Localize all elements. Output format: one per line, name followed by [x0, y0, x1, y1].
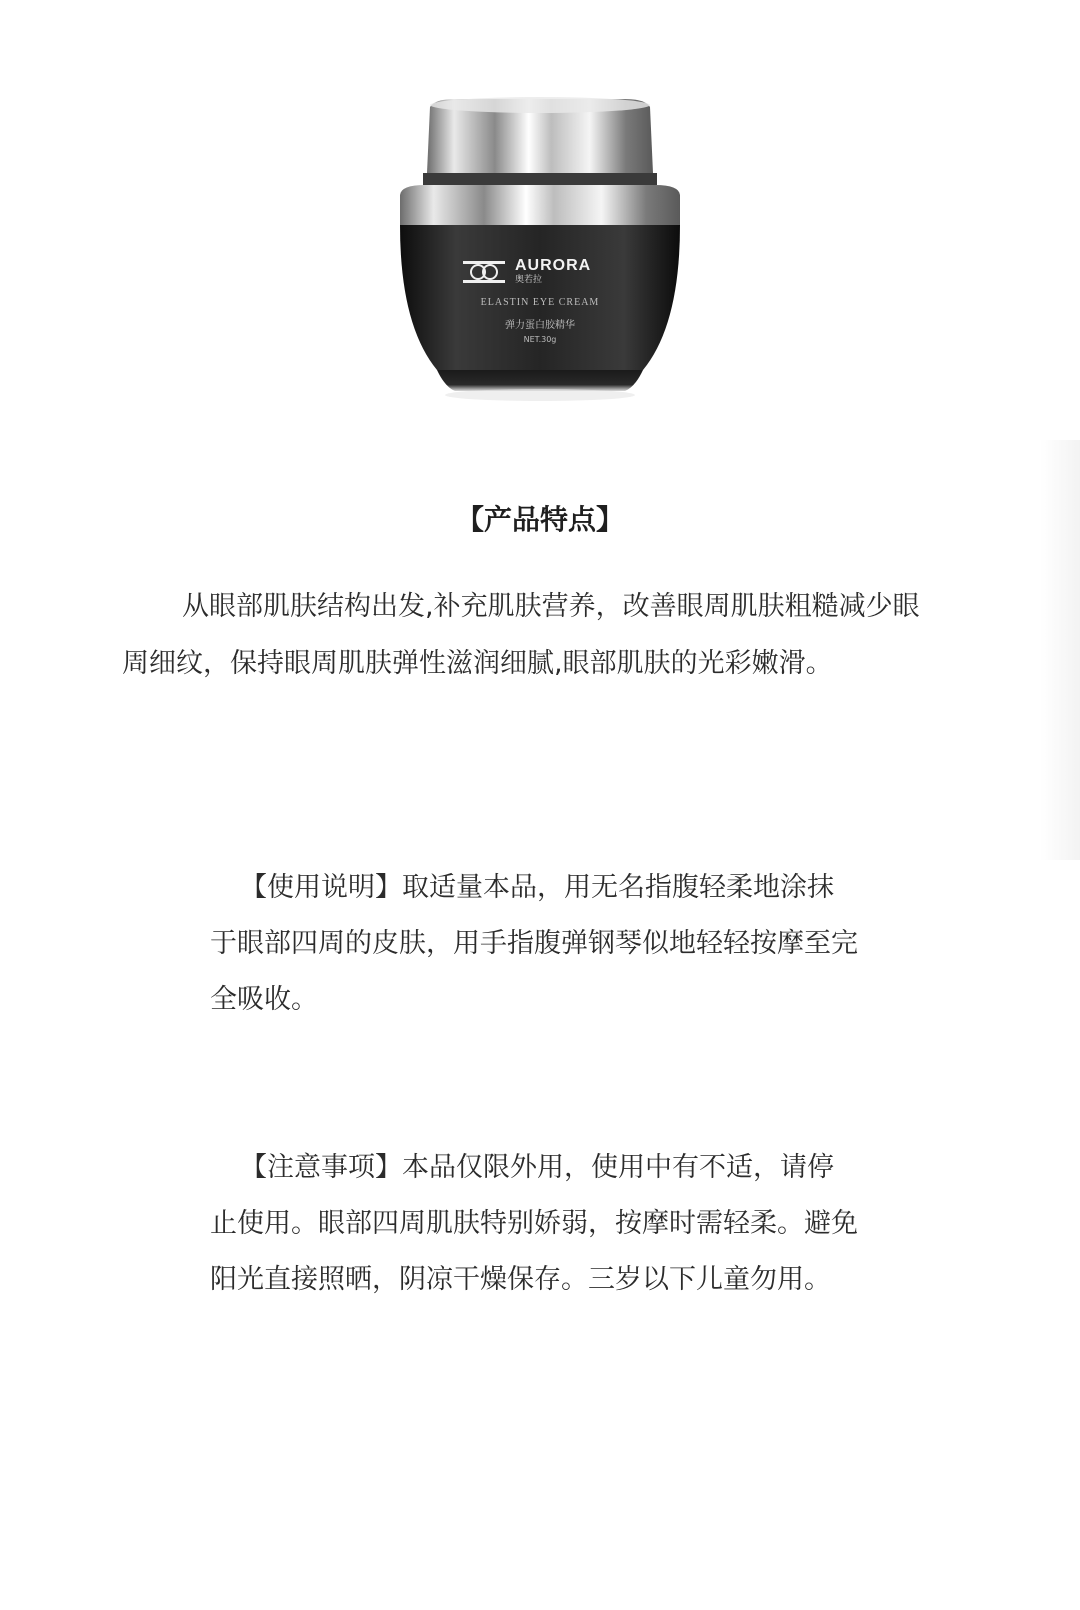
caution-heading: 【注意事项】	[240, 1152, 402, 1183]
brand-name: AURORA	[515, 257, 592, 274]
net-weight: NET.30g	[523, 335, 557, 344]
usage-section	[210, 860, 860, 1028]
usage-heading: 【使用说明】	[240, 872, 402, 903]
product-name-cn: 弹力蛋白胶精华	[505, 320, 575, 331]
product-image	[395, 95, 685, 425]
usage-text: 取适量本品，用无名指腹轻柔地涂抹于眼部四周的皮肤，用手指腹弹钢琴似地轻轻按摩至完全吸收。	[210, 872, 858, 1015]
features-title: 【产品特点】	[455, 503, 624, 536]
jar-label	[395, 95, 685, 425]
caution-section	[210, 1140, 860, 1308]
brand-row	[461, 258, 591, 285]
brand-name-cn: 奥若拉	[515, 275, 543, 285]
features-text: 从眼部肌肤结构出发,补充肌肤营养，改善眼周肌肤粗糙减少眼周细纹，保持眼周肌肤弹性滋润细腻,眼部肌肤的光彩嫩滑。	[122, 591, 920, 679]
caution-text: 本品仅限外用，使用中有不适，请停止使用。眼部四周肌肤特别娇弱，按摩时需轻柔。避免阳光直接照晒，阴凉干燥保存。三岁以下儿童勿用。	[210, 1152, 858, 1295]
brand-logo-icon	[461, 259, 507, 285]
product-name-en: ELASTIN EYE CREAM	[480, 297, 600, 308]
